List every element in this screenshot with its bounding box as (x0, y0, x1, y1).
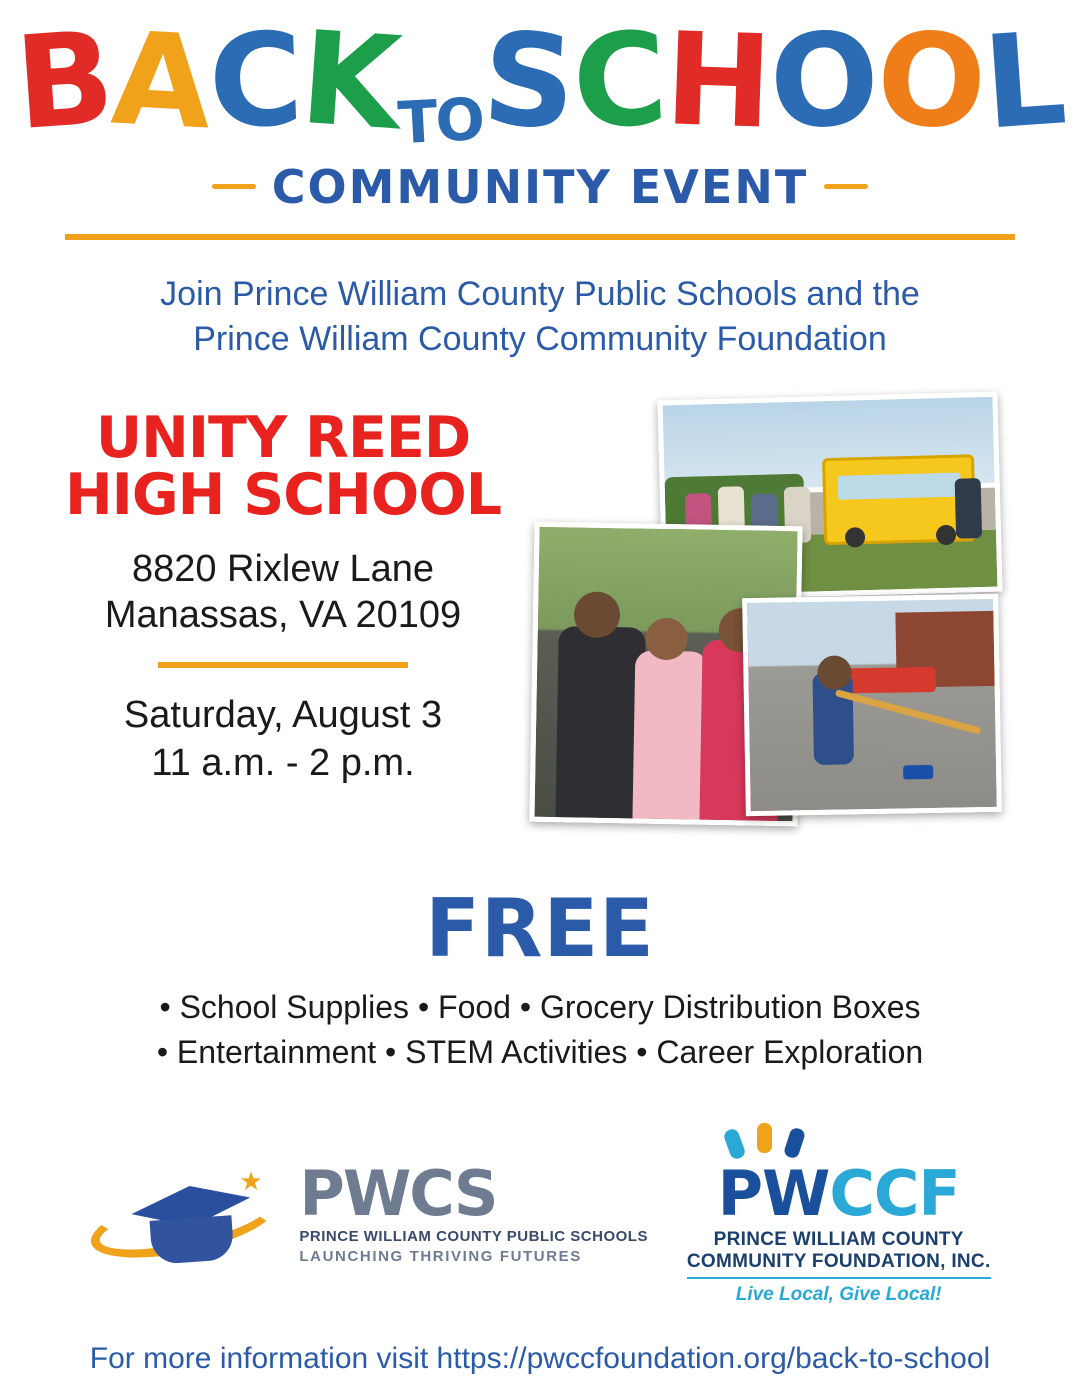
headline-letter-a: A (108, 4, 213, 159)
headline-letter-b: B (11, 3, 118, 160)
headline-letter-o1: O (766, 4, 881, 159)
pwcs-acronym: PWCS (299, 1156, 497, 1230)
venue-line-1: UNITY REED (95, 404, 471, 471)
people-icon (687, 1123, 991, 1163)
pwcs-tagline: LAUNCHING THRIVING FUTURES (299, 1247, 582, 1265)
divider-gold-small (158, 662, 408, 668)
pwccf-acronym-part2: CCF (829, 1157, 960, 1231)
family-person-2 (633, 650, 708, 819)
bus-window (838, 472, 961, 500)
logo-row (0, 1123, 1080, 1306)
pwccf-name-line-1: PRINCE WILLIAM COUNTY (713, 1229, 964, 1251)
pwccf-name-line-2: COMMUNITY FOUNDATION, INC. (687, 1251, 991, 1279)
headline-letter-c2: C (569, 4, 670, 159)
headline-letter-c: C (206, 5, 304, 158)
event-subtitle: COMMUNITY EVENT (271, 159, 809, 214)
intro-line-1: Join Prince William County Public Schools and the (160, 274, 920, 313)
pwcs-logo (89, 1156, 648, 1270)
page-title (0, 0, 1080, 160)
address-line-1: 8820 Rixlew Lane (131, 547, 435, 590)
event-info-column (48, 396, 518, 788)
photo-street-hockey (742, 593, 1002, 815)
headline-letter-o2: O (873, 4, 988, 159)
graduation-cap-icon (89, 1160, 289, 1270)
bus-wheel-front (845, 527, 866, 548)
headline-letter-s: S (479, 4, 578, 159)
pwcs-logo-text (299, 1156, 648, 1265)
venue-address (48, 546, 518, 639)
photo-collage (532, 396, 1002, 826)
pwccf-acronym (687, 1157, 991, 1231)
headline-letter-l: L (978, 4, 1069, 159)
venue-line-2: HIGH SCHOOL (64, 461, 502, 528)
headline-letter-k: K (295, 3, 404, 160)
subtitle-row (0, 160, 1080, 214)
event-datetime (48, 692, 518, 787)
free-heading: FREE (425, 881, 655, 975)
event-date: Saturday, August 3 (123, 694, 443, 737)
pwccf-tagline: Live Local, Give Local! (735, 1284, 942, 1306)
footer-info-link[interactable]: For more information visit https://pwccfoundation.org/back-to-school (89, 1342, 991, 1376)
hockey-player-head (817, 655, 852, 690)
headline-letter-h: H (662, 5, 773, 158)
person-figure-1 (722, 1128, 746, 1161)
dash-right-decoration (824, 184, 868, 189)
offerings-list (0, 985, 1080, 1076)
photo-person-5 (955, 477, 983, 538)
pwcs-full-name: PRINCE WILLIAM COUNTY PUBLIC SCHOOLS (299, 1227, 648, 1245)
divider-gold-top (65, 234, 1015, 240)
school-bus-shape (822, 454, 976, 545)
intro-line-2: Prince William County Community Foundation (193, 319, 887, 358)
dash-left-decoration (212, 184, 256, 189)
hockey-puck (903, 764, 933, 779)
star-icon: ★ (239, 1165, 263, 1196)
headline-word-to: TO (396, 84, 485, 157)
event-time: 11 a.m. - 2 p.m. (151, 741, 415, 784)
cap-base (150, 1215, 235, 1265)
person-figure-3 (783, 1127, 807, 1160)
pwccf-acronym-part1: PW (717, 1157, 830, 1231)
intro-text (0, 272, 1080, 362)
offerings-line-1: • School Supplies • Food • Grocery Distribution Boxes (159, 988, 921, 1025)
person-figure-2 (757, 1123, 772, 1153)
bus-wheel-rear (936, 525, 957, 546)
address-line-2: Manassas, VA 20109 (104, 593, 462, 636)
offerings-line-2: • Entertainment • STEM Activities • Career Exploration (156, 1033, 924, 1070)
pwccf-logo (687, 1123, 991, 1306)
event-details-section (0, 396, 1080, 826)
venue-name (48, 404, 518, 528)
